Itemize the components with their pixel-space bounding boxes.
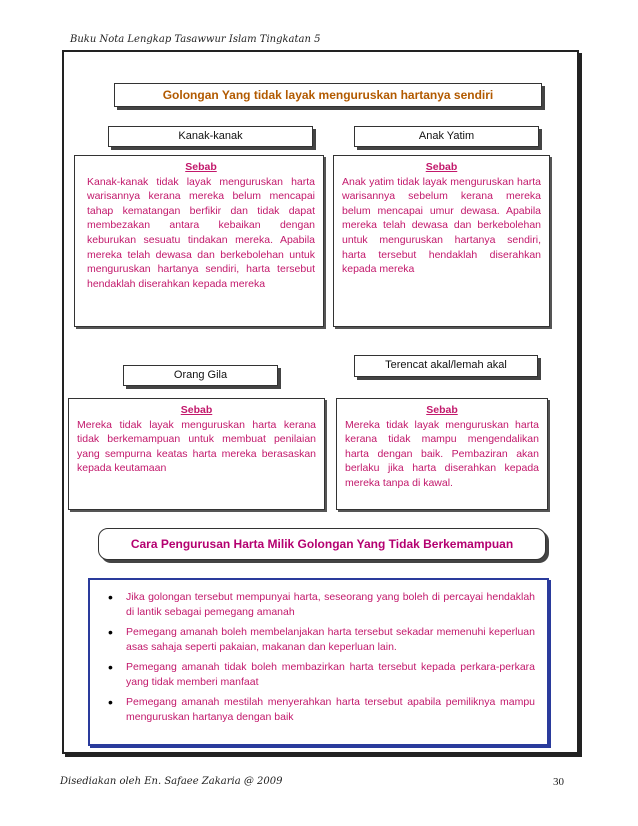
card-terencat-akal xyxy=(336,398,548,510)
main-title: Golongan Yang tidak layak menguruskan hartanya sendiri xyxy=(114,83,542,107)
sebab-heading: Sebab xyxy=(180,404,213,416)
label-kanak-kanak: Kanak-kanak xyxy=(108,126,313,147)
card-anak-yatim xyxy=(333,155,550,327)
list-item xyxy=(100,660,535,690)
list-item xyxy=(100,590,535,620)
label-terencat-akal: Terencat akal/lemah akal xyxy=(354,355,538,377)
list-item xyxy=(100,625,535,655)
cara-list-box xyxy=(88,578,549,746)
list-item-text: Pemegang amanah tidak boleh membazirkan harta tersebut kepada perkara-perkara yang tidak memberi manfaat xyxy=(126,661,535,688)
sebab-heading: Sebab xyxy=(425,161,458,173)
bullet-icon: • xyxy=(108,659,113,675)
list-item-text: Pemegang amanah mestilah menyerahkan harta tersebut apabila pemiliknya mampu menguruskan hartanya dengan baik xyxy=(126,696,535,723)
card-text: Mereka tidak layak menguruskan harta kerana tidak berkemampuan untuk membuat penilaian yang sempurna keatas harta mereka berasaskan kepada keutamaan xyxy=(77,418,316,475)
footer-credit: Disediakan oleh En. Safaee Zakaria @ 2009 xyxy=(60,776,283,787)
label-anak-yatim: Anak Yatim xyxy=(354,126,539,147)
sebab-heading: Sebab xyxy=(185,161,217,173)
bullet-icon: • xyxy=(108,624,113,640)
card-text: Anak yatim tidak layak menguruskan harta warisannya sebelum kerana mereka belum mencapai umur dewasa. Apabila mereka telah dewasa dan berkebolehan untuk menguruskan hartanya sendiri, harta tersebut hendaklah diserahkan kepada mereka xyxy=(342,175,541,276)
page-number: 30 xyxy=(553,776,564,788)
card-text: Mereka tidak layak menguruskan harta kerana tidak mampu mengendalikan harta dengan baik. Pembaziran akan berlaku jika harta diserahkan kepada mereka tanpa di kawal. xyxy=(345,418,539,489)
card-kanak-kanak xyxy=(74,155,324,327)
sebab-heading: Sebab xyxy=(426,404,458,416)
bullet-icon: • xyxy=(108,694,113,710)
label-orang-gila: Orang Gila xyxy=(123,365,278,386)
bullet-icon: • xyxy=(108,589,113,605)
cara-title: Cara Pengurusan Harta Milik Golongan Yang Tidak Berkemampuan xyxy=(98,528,546,560)
card-orang-gila xyxy=(68,398,325,510)
cara-list xyxy=(100,590,535,725)
list-item-text: Jika golongan tersebut mempunyai harta, seseorang yang boleh di percayai hendaklah di lantik sebagai pemegang amanah xyxy=(126,591,535,618)
card-text: Kanak-kanak tidak layak menguruskan harta warisannya kerana mereka belum mencapai tahap kematangan berfikir dan tidak dapat membezakan antara kebaikan dengan keburukan sesuatu tindakan mereka. Apabila mereka telah dewasa dan berkebolehan untuk menguruskan hartanya sendiri, harta tersebut hendaklah diserahkan kepada mereka xyxy=(87,175,315,290)
header-title: Buku Nota Lengkap Tasawwur Islam Tingkatan 5 xyxy=(70,34,321,45)
list-item-text: Pemegang amanah boleh membelanjakan harta tersebut sekadar memenuhi keperluan asas sahaja seperti pakaian, makanan dan keperluan lain. xyxy=(126,626,535,653)
list-item xyxy=(100,695,535,725)
